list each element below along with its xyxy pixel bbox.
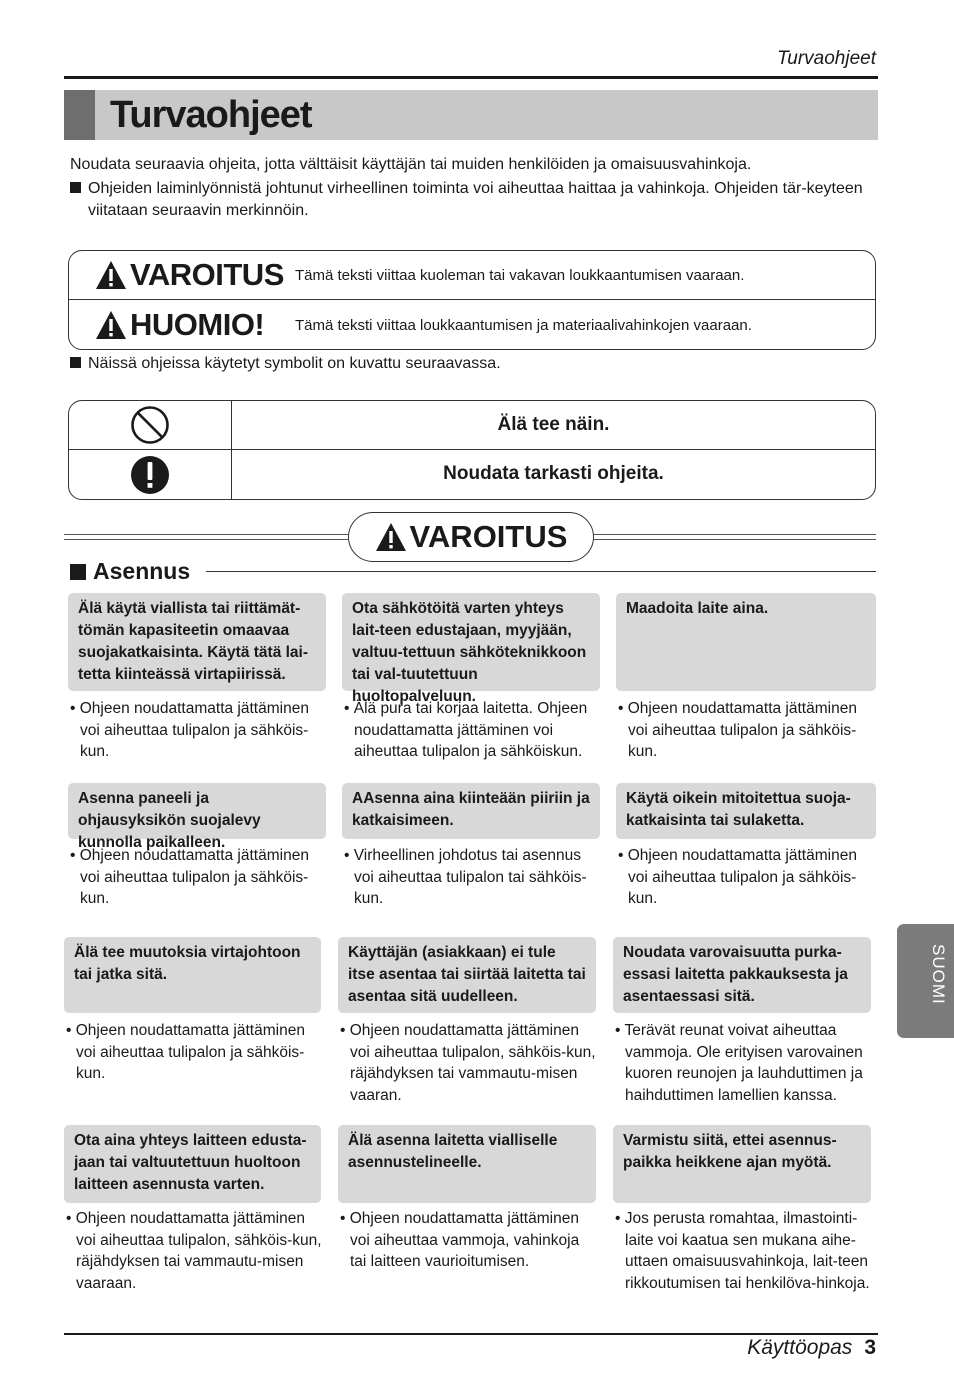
warning-row-varoitus xyxy=(95,251,744,299)
divider xyxy=(69,299,875,300)
item-heading: Ota sähkötöitä varten yhteys lait-teen edustajaan, myyjään, valtuu-tettuun sähköteknikkoon tai val-tuutettuun huoltopalveluun. xyxy=(342,593,600,691)
prohibition-icon xyxy=(129,404,171,446)
title-bar xyxy=(64,90,878,140)
item-text: • Ohjeen noudattamatta jättäminen voi aiheuttaa tulipalon ja sähköis-kun. xyxy=(618,847,857,907)
item-text: • Ohjeen noudattamatta jättäminen voi aiheuttaa tulipalon, sähköis-kun, räjähdyksen tai vammautu-misen vaaraan. xyxy=(66,1210,322,1292)
symbols-note-text: Näissä ohjeissa käytetyt symbolit on kuvattu seuraavassa. xyxy=(88,355,501,372)
intro-bullet-text: Ohjeiden laiminlyönnistä johtunut virheellinen toiminta voi aiheuttaa haittaa ja vahinkoja. Ohjeiden tär-keyteen viitataan seuraavin merkinnöin. xyxy=(88,180,863,219)
item-heading: Käyttäjän (asiakkaan) ei tule itse asentaa tai siirtää laitetta tai asentaa sitä uudelleen. xyxy=(338,937,596,1013)
item-heading: Älä asenna laitetta vialliselle asennustelineelle. xyxy=(338,1125,596,1203)
page-number: 3 xyxy=(864,1336,876,1359)
intro-text: Noudata seuraavia ohjeita, jotta välttäisit käyttäjän tai muiden henkilöiden ja omaisuusvahinkoja. xyxy=(70,156,752,173)
top-rule xyxy=(64,76,878,79)
item-text: • Ohjeen noudattamatta jättäminen voi aiheuttaa tulipalon, sähköis-kun, räjähdyksen tai vammautu-misen vaaran. xyxy=(340,1022,596,1104)
warning-triangle-icon xyxy=(375,522,407,552)
symbol-row-text: Älä tee näin. xyxy=(497,414,610,435)
item-heading: Älä tee muutoksia virtajohtoon tai jatka sitä. xyxy=(64,937,321,1013)
square-bullet-icon xyxy=(70,357,81,368)
intro-bullet xyxy=(70,178,888,222)
running-header: Turvaohjeet xyxy=(777,48,876,69)
symbols-table xyxy=(68,400,876,500)
warning-description: Tämä teksti viittaa kuoleman tai vakavan loukkaantumisen vaaraan. xyxy=(295,266,745,284)
exclamation-icon xyxy=(129,454,171,496)
language-tab-label: SUOMI xyxy=(929,944,948,1005)
item-heading: Varmistu siitä, ettei asennus-paikka heikkene ajan myötä. xyxy=(613,1125,871,1203)
item-text: • Ohjeen noudattamatta jättäminen voi aiheuttaa tulipalon ja sähköis-kun. xyxy=(70,847,309,907)
language-tab xyxy=(897,924,954,1038)
caution-description: Tämä teksti viittaa loukkaantumisen ja materiaalivahinkojen vaaraan. xyxy=(295,316,752,334)
banner-rule-left xyxy=(64,534,348,540)
item-text: • Älä pura tai korjaa laitetta. Ohjeen noudattamatta jättäminen voi aiheuttaa tulipalon ja sähköiskun. xyxy=(344,700,588,760)
section-heading-text: Asennus xyxy=(93,558,191,584)
warning-legend-box xyxy=(68,250,876,350)
warning-label xyxy=(95,257,295,293)
item-text: • Ohjeen noudattamatta jättäminen voi aiheuttaa tulipalon ja sähköis-kun. xyxy=(70,700,309,760)
section-banner-text: VAROITUS xyxy=(409,519,568,554)
item-heading: Käytä oikein mitoitettua suoja-katkaisinta tai sulaketta. xyxy=(616,783,876,839)
warning-triangle-icon xyxy=(95,310,127,340)
item-heading: Noudata varovaisuutta purka-essasi laitetta pakkauksesta ja asentaessasi sitä. xyxy=(613,937,871,1013)
warning-triangle-icon xyxy=(95,260,127,290)
symbols-note xyxy=(70,355,501,373)
page-footer xyxy=(747,1336,876,1360)
footer-label: Käyttöopas xyxy=(747,1336,853,1359)
section-heading xyxy=(70,558,198,585)
caution-label xyxy=(95,307,295,343)
section-rule xyxy=(206,571,876,572)
warning-row-huomio xyxy=(95,301,752,349)
caution-label-text: HUOMIO! xyxy=(130,307,265,342)
page-title: Turvaohjeet xyxy=(110,94,312,136)
item-text: • Ohjeen noudattamatta jättäminen voi aiheuttaa tulipalon ja sähköis-kun. xyxy=(66,1022,305,1082)
square-bullet-icon xyxy=(70,182,81,193)
item-text: • Virheellinen johdotus tai asennus voi aiheuttaa tulipalon tai sähköis-kun. xyxy=(344,847,587,907)
section-banner xyxy=(348,512,594,562)
item-text: • Ohjeen noudattamatta jättäminen voi aiheuttaa vammoja, vahinkoja tai laitteen vaurioitumisen. xyxy=(340,1210,580,1270)
bottom-rule xyxy=(64,1333,878,1335)
title-bar-accent xyxy=(64,90,95,140)
item-heading: Ota aina yhteys laitteen edusta-jaan tai valtuutettuun huoltoon laitteen asennusta varten. xyxy=(64,1125,321,1203)
warning-label-text: VAROITUS xyxy=(130,257,284,292)
item-text: • Ohjeen noudattamatta jättäminen voi aiheuttaa tulipalon ja sähköis-kun. xyxy=(618,700,857,760)
item-text: • Jos perusta romahtaa, ilmastointi-laite voi kaatua sen mukana aihe-uttaen omaisuusvahinkoja, lait-teen rikkoutumisen tai henkilöva-hinkoja. xyxy=(615,1210,870,1292)
item-heading: Maadoita laite aina. xyxy=(616,593,876,691)
symbol-row-text: Noudata tarkasti ohjeita. xyxy=(443,463,664,484)
item-heading: Asenna paneeli ja ohjausyksikön suojalevy kunnolla paikalleen. xyxy=(68,783,326,839)
square-bullet-icon xyxy=(70,564,86,580)
item-heading: Älä käytä viallista tai riittämät-tömän kapasiteetin omaavaa suojakatkaisinta. Käytä tätä lai-tetta kiinteässä virtapiirissä. xyxy=(68,593,326,691)
item-text: • Terävät reunat voivat aiheuttaa vammoja. Ole erityisen varovainen kuoren reunojen ja lauhduttimen ja haihduttimen lamellien kanssa. xyxy=(615,1022,863,1104)
item-heading: AAsenna aina kiinteään piiriin ja katkaisimeen. xyxy=(342,783,600,839)
banner-rule-right xyxy=(593,534,876,540)
